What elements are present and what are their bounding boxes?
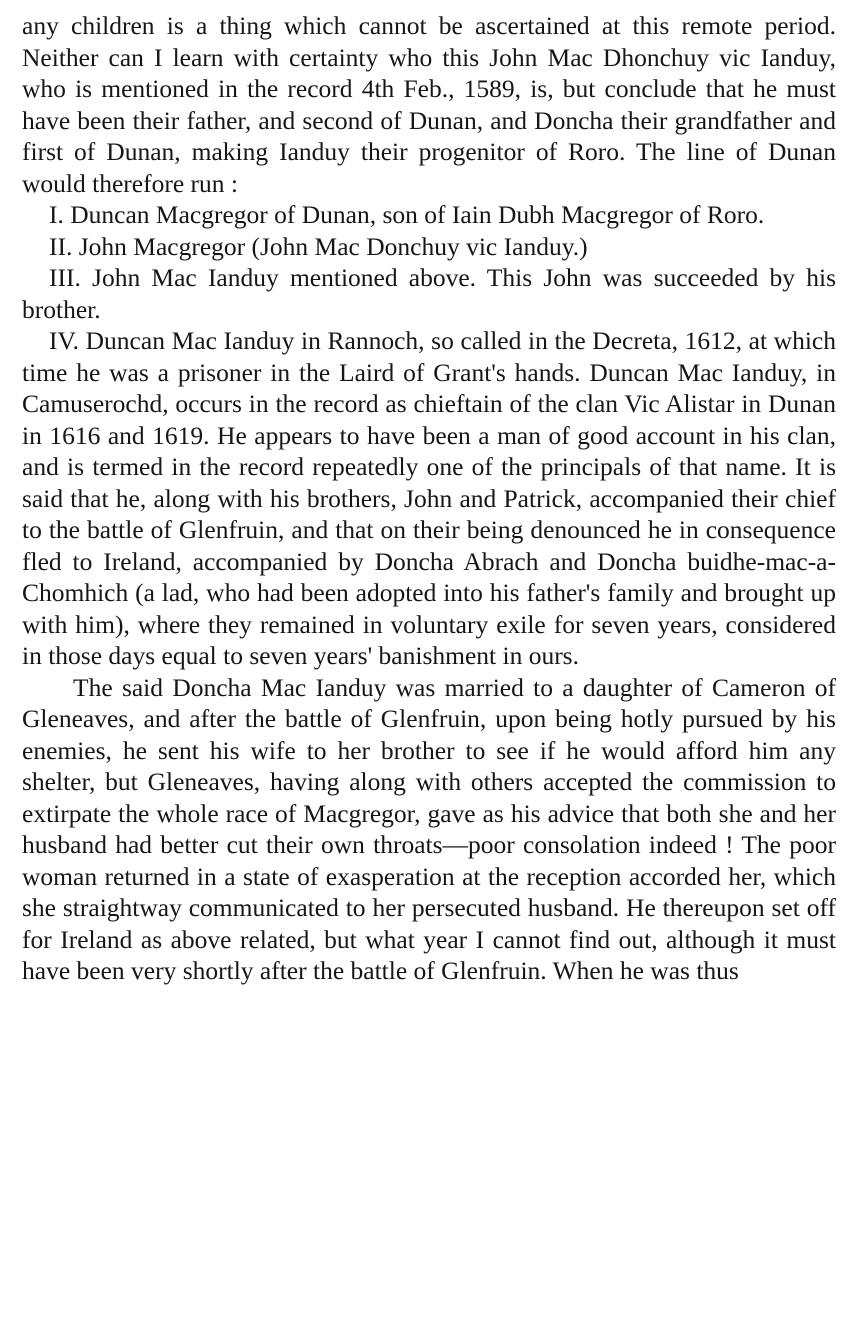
paragraph-doncha-account: The said Doncha Mac Ianduy was married to a daughter of Cameron of Gleneaves, and after the battle of Glenfruin, upon being hotly pursued by his enemies, he sent his wife to her brother to see if he would afford him any shelter, but Gleneaves, having along with others accepted the commission to extirpate the whole race of Macgregor, gave as his advice that both she and her husband had better cut their own throats—poor consolation indeed ! The poor woman returned in a state of exasperation at the reception accorded her, which she straightway communicated to her persecuted husband. He thereupon set off for Ireland as above related, but what year I cannot find out, although it must have been very shortly after the battle of Glenfruin. When he was thus (22, 672, 836, 985)
document-page (22, 10, 836, 987)
paragraph-lineage-ii: II. John Macgregor (John Mac Donchuy vic Ianduy.) (49, 231, 588, 261)
paragraph-opening: any children is a thing which cannot be ascertained at this remote period. Neither can I learn with certainty who this John Mac Dhonchuy vic Ianduy, who is mentioned in the record 4th Feb., 1589, is, but conclude that he must have been their father, and second of Dunan, and Doncha their grandfather and first of Dunan, making Ianduy their progenitor of Roro. The line of Dunan would therefore run : (22, 11, 836, 198)
paragraph-lineage-iii: III. John Mac Ianduy mentioned above. This John was succeeded by his brother. (22, 263, 836, 324)
paragraph-lineage-i: I. Duncan Macgregor of Dunan, son of Iain Dubh Macgregor of Roro. (49, 200, 765, 229)
paragraph-lineage-iv: IV. Duncan Mac Ianduy in Rannoch, so called in the Decreta, 1612, at which time he was a prisoner in the Laird of Grant's hands. Duncan Mac Ianduy, in Camuserochd, occurs in the record as chieftain of the clan Vic Alistar in Dunan in 1616 and 1619. He appears to have been a man of good account in his clan, and is termed in the record repeatedly one of the principals of that name. It is said that he, along with his brothers, John and Patrick, accompanied their chief to the battle of Glenfruin, and that on their being denounced he in consequence fled to Ireland, accompanied by Doncha Abrach and Doncha buidhe-mac-a-Chomhich (a lad, who had been adopted into his father's family and brought up with him), where they remained in voluntary exile for seven years, considered in those days equal to seven years' banishment in ours. (22, 326, 836, 670)
